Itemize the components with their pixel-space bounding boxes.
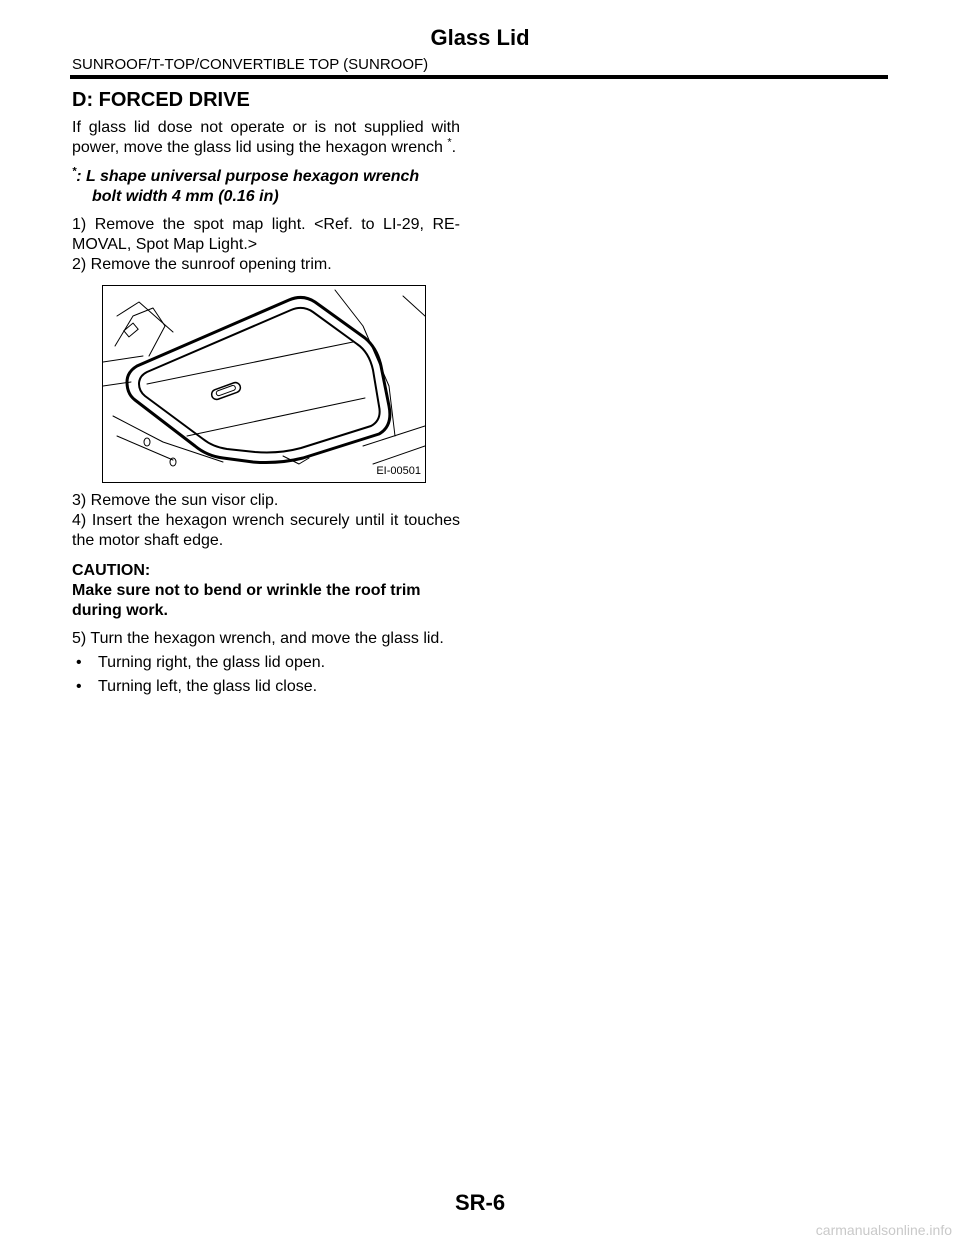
- footnote-mark: *: [447, 136, 452, 149]
- caution-text: Make sure not to bend or wrinkle the roof trim during work.: [72, 582, 421, 619]
- bullet-item: [72, 677, 460, 697]
- step-2: 2) Remove the sunroof opening trim.: [72, 256, 332, 273]
- bullet-text: Turning left, the glass lid close.: [98, 678, 318, 695]
- content-column: [72, 88, 460, 697]
- step-1: 1) Remove the spot map light. <Ref. to LI-29, RE-MOVAL, Spot Map Light.>: [72, 216, 460, 253]
- bullet-text: Turning right, the glass lid open.: [98, 654, 326, 671]
- note-line-1: : L shape universal purpose hexagon wrench: [76, 168, 420, 185]
- step-5: 5) Turn the hexagon wrench, and move the glass lid.: [72, 630, 444, 647]
- header-rule: [70, 75, 888, 79]
- bullet-symbol: •: [76, 654, 82, 671]
- sunroof-opening-illustration: [103, 286, 425, 482]
- step-3: 3) Remove the sun visor clip.: [72, 492, 279, 509]
- figure-id: EI-00501: [376, 465, 421, 477]
- intro-end: .: [451, 139, 457, 156]
- section-header: SUNROOF/T-TOP/CONVERTIBLE TOP (SUNROOF): [72, 56, 429, 73]
- step-4: 4) Insert the hexagon wrench securely until it touches the motor shaft edge.: [72, 512, 460, 549]
- caution-label: CAUTION:: [72, 562, 151, 579]
- page-title: Glass Lid: [430, 25, 530, 50]
- bullet-item: [72, 653, 460, 673]
- sunroof-trim-figure: [102, 285, 426, 483]
- page-number: SR-6: [454, 1190, 506, 1215]
- section-heading: D: FORCED DRIVE: [72, 89, 250, 111]
- bullet-symbol: •: [76, 678, 82, 695]
- intro-paragraph: [72, 118, 460, 158]
- note-line-2: bolt width 4 mm (0.16 in): [92, 188, 279, 205]
- intro-text: If glass lid dose not operate or is not supplied with power, move the glass lid using the hexagon wrench: [72, 119, 460, 156]
- watermark: carmanualsonline.info: [815, 1222, 952, 1238]
- tool-note: [72, 167, 460, 207]
- note-mark: *: [72, 165, 77, 178]
